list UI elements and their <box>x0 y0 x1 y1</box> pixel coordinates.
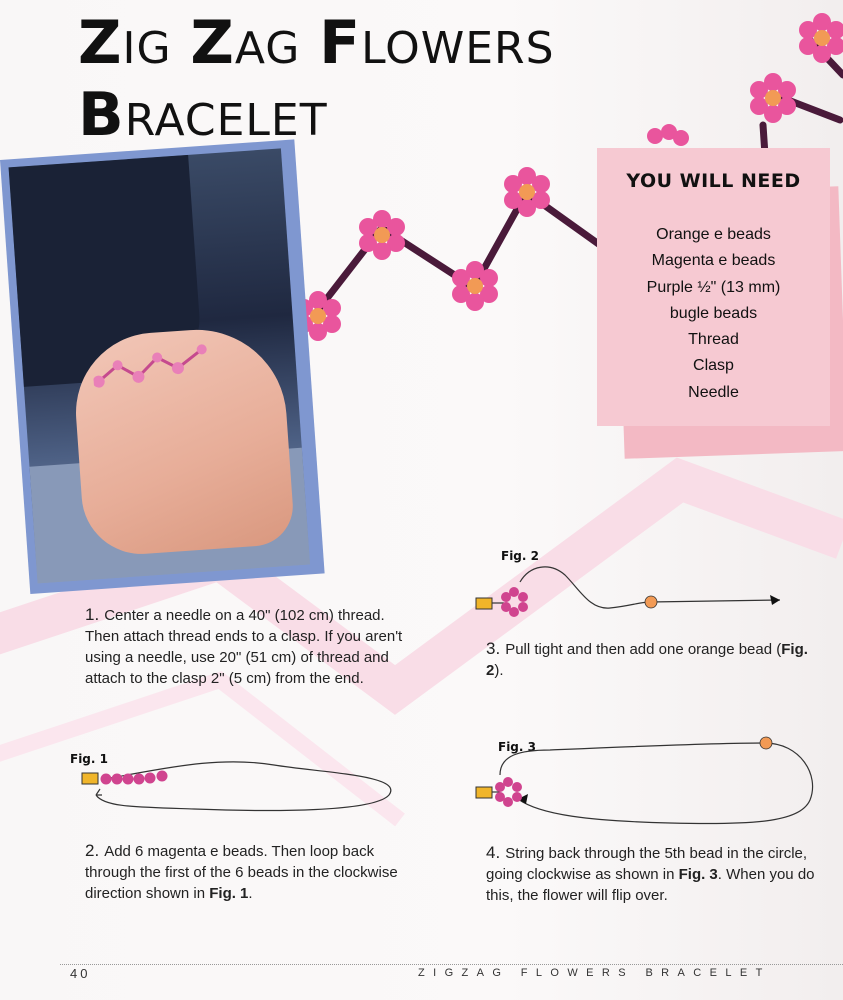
supply-item: Thread <box>688 331 739 349</box>
figure-reference: Fig. 3 <box>678 866 718 883</box>
title-line-2: BRACELET <box>78 80 328 150</box>
wrist-photo <box>9 148 310 583</box>
supplies-heading: YOU WILL NEED <box>626 170 801 192</box>
page-number: 40 <box>70 966 91 981</box>
fig-1-diagram <box>74 757 404 817</box>
step-text: String back through the 5th bead in the circle, going clockwise as shown in <box>486 845 808 883</box>
fig-3-label: Fig. 3 <box>498 740 536 754</box>
step-2: 2. Add 6 magenta e beads. Then loop back through the first of the 6 beads in the clockwise direction shown in Fig. 1. <box>85 841 398 902</box>
fig-1-label: Fig. 1 <box>70 752 108 766</box>
supply-item: Purple ½" (13 mm) <box>646 278 781 296</box>
bracelet-on-wrist <box>91 334 214 392</box>
supply-item: Needle <box>688 383 739 401</box>
step-number: 1. <box>85 605 100 624</box>
step-text: Center a needle on a 40" (102 cm) thread. Then attach thread ends to a clasp. If you aren't using a needle, use 20" (51 cm) of thread and attach to the clasp 2" (5 cm) from the end. <box>85 607 403 687</box>
step-text: Add 6 magenta e beads. Then loop back through the first of the 6 beads in the clockwise direction shown in <box>85 843 398 902</box>
step-number: 4. <box>486 843 501 862</box>
step-number: 3. <box>486 639 501 658</box>
running-title: ZIGZAG FLOWERS BRACELET <box>418 967 771 979</box>
fig-2-diagram <box>470 560 800 620</box>
supply-item: bugle beads <box>669 304 758 322</box>
fig-3-diagram <box>470 735 820 830</box>
title-line-1: ZIG ZAG FLOWERS <box>78 8 555 78</box>
step-number: 2. <box>85 841 100 860</box>
supply-item: Orange e beads <box>656 226 771 243</box>
supply-item: Magenta e beads <box>651 252 776 270</box>
footer-rule <box>60 964 843 965</box>
figure-reference: Fig. 1 <box>209 885 249 902</box>
fig-2-label: Fig. 2 <box>501 549 539 563</box>
photo-frame <box>0 139 325 594</box>
step-3: 3. Pull tight and then add one orange bead (Fig. 2). <box>486 639 808 679</box>
step-text: Pull tight and then add one orange bead ( <box>505 641 782 658</box>
supplies-list <box>597 222 830 406</box>
step-4: 4. String back through the 5th bead in the circle, going clockwise as shown in Fig. 3. When you do this, the flower will flip over. <box>486 843 815 904</box>
supplies-box <box>597 148 830 426</box>
supply-item: Clasp <box>693 357 734 375</box>
figure-reference: Fig. 2 <box>486 641 808 679</box>
step-1 <box>85 604 415 689</box>
